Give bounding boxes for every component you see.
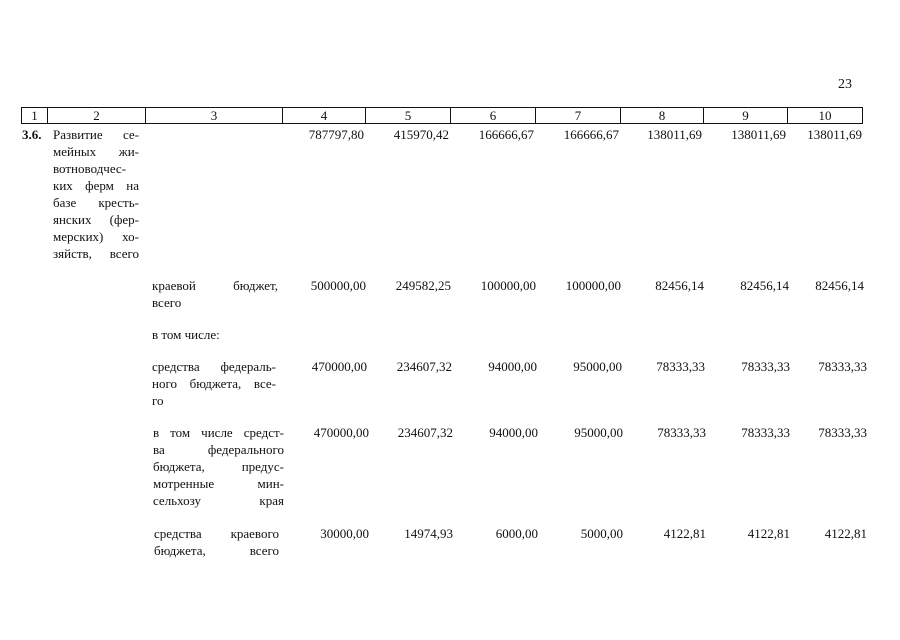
value-col-4: 787797,80 [308,127,364,142]
value-col-4: 470000,00 [313,425,369,440]
value-col-7: 166666,67 [563,127,619,142]
value-col-8: 78333,33 [657,425,706,440]
value-col-8: 82456,14 [655,278,704,293]
value-col-10: 4122,81 [824,526,867,541]
header-col-10: 10 [787,107,863,124]
row-code: 3.6. [22,127,42,142]
value-col-6: 6000,00 [495,526,538,541]
value-col-9: 82456,14 [740,278,789,293]
row-name: Развитие се- мейных жи- вотноводчес- ких ферм на базе кресть- янских (фер- мерских) хо- зяйств, всего [53,127,139,261]
value-col-9: 4122,81 [747,526,790,541]
value-col-7: 95000,00 [574,425,623,440]
value-col-5: 415970,42 [393,127,449,142]
header-col-3: 3 [145,107,282,124]
header-col-7: 7 [535,107,620,124]
row-label: средства краевого бюджета, всего [154,526,279,558]
value-col-4: 470000,00 [311,359,367,374]
value-col-4: 500000,00 [310,278,366,293]
header-col-4: 4 [282,107,365,124]
header-col-1: 1 [21,107,47,124]
header-col-5: 5 [365,107,450,124]
row-label: в том числе: [152,327,220,342]
value-col-10: 78333,33 [818,359,867,374]
value-col-9: 138011,69 [731,127,786,142]
value-col-9: 78333,33 [741,359,790,374]
value-col-5: 234607,32 [397,425,453,440]
value-col-6: 166666,67 [478,127,534,142]
header-col-2: 2 [47,107,145,124]
value-col-6: 100000,00 [480,278,536,293]
value-col-6: 94000,00 [489,425,538,440]
row-label: в том числе средст- ва федерального бюджета, предус- мотренные мин- сельхозу края [153,425,284,508]
value-col-9: 78333,33 [741,425,790,440]
value-col-10: 78333,33 [818,425,867,440]
value-col-8: 78333,33 [656,359,705,374]
value-col-7: 100000,00 [565,278,621,293]
value-col-5: 249582,25 [395,278,451,293]
header-col-9: 9 [703,107,787,124]
value-col-6: 94000,00 [488,359,537,374]
value-col-10: 138011,69 [807,127,862,142]
value-col-5: 234607,32 [396,359,452,374]
header-col-6: 6 [450,107,535,124]
row-label: краевой бюджет, всего [152,278,278,310]
value-col-5: 14974,93 [404,526,453,541]
row-label: средства федераль- ного бюджета, все- го [152,359,276,408]
value-col-7: 95000,00 [573,359,622,374]
page-number: 23 [838,77,852,92]
value-col-4: 30000,00 [320,526,369,541]
value-col-10: 82456,14 [815,278,864,293]
value-col-7: 5000,00 [580,526,623,541]
header-col-8: 8 [620,107,703,124]
value-col-8: 4122,81 [663,526,706,541]
value-col-8: 138011,69 [647,127,702,142]
